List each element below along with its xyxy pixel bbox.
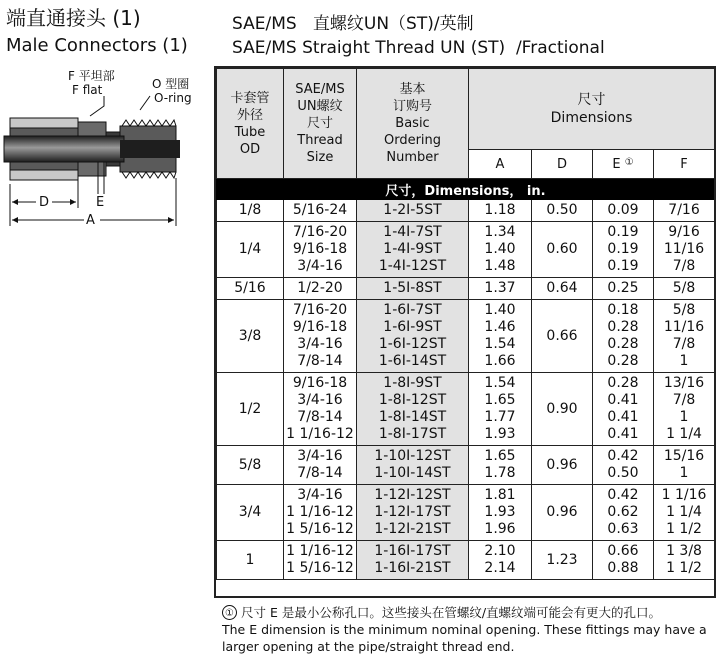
dim-a-cell-value: 1.96 bbox=[484, 521, 516, 537]
dim-e-cell-value: 0.28 bbox=[607, 353, 639, 369]
ordering-number-cell bbox=[357, 373, 469, 446]
dim-e-cell-value: 0.42 bbox=[607, 448, 639, 464]
ordering-number-cell-value: 1-16I-21ST bbox=[374, 560, 451, 576]
dim-e-cell bbox=[593, 278, 654, 300]
dim-e-cell-value: 0.62 bbox=[607, 504, 639, 520]
thread-size-cell-value: 1 5/16-12 bbox=[286, 560, 354, 576]
dim-e-cell-value: 0.66 bbox=[607, 543, 639, 559]
ordering-number-cell-value: 1-10I-14ST bbox=[374, 465, 451, 481]
thread-teeth-top bbox=[122, 120, 176, 126]
thread-size-cell-value: 9/16-18 bbox=[292, 241, 348, 257]
dim-d-cell: 0.50 bbox=[532, 200, 593, 222]
f-flat-zh-label: F 平坦部 bbox=[68, 69, 115, 83]
dim-f-cell bbox=[654, 485, 715, 541]
thread-size-cell bbox=[284, 222, 357, 278]
d-label: D bbox=[39, 195, 50, 210]
thread-size-cell bbox=[284, 300, 357, 373]
dim-f-cell-value: 1 1/16 bbox=[661, 487, 707, 503]
header-f: F bbox=[654, 150, 715, 179]
dim-a-cell-value: 1.40 bbox=[484, 302, 516, 318]
tube-od-cell: 1/8 bbox=[217, 200, 284, 222]
thread-size-cell bbox=[284, 446, 357, 485]
table-row-group bbox=[217, 300, 715, 373]
dim-e-cell-value: 0.28 bbox=[607, 336, 639, 352]
nut-chamfer-bottom bbox=[10, 170, 78, 180]
tube-od-cell: 1/4 bbox=[217, 222, 284, 278]
dim-e-cell-value: 0.19 bbox=[607, 224, 639, 240]
dim-f-cell bbox=[654, 200, 715, 222]
dim-a-cell-value: 1.54 bbox=[484, 375, 516, 391]
footnote-zh: 尺寸 E 是最小公称孔口。这些接头在管螺纹/直螺纹端可能会有更大的孔口。 bbox=[241, 605, 662, 620]
dim-e-cell-value: 0.50 bbox=[607, 465, 639, 481]
dim-f-cell-value: 1 bbox=[679, 353, 689, 369]
ordering-number-cell-value: 1-6I-9ST bbox=[383, 319, 442, 335]
table-row-group bbox=[217, 446, 715, 485]
thread-size-cell bbox=[284, 200, 357, 222]
dim-f-cell-value: 1 1/2 bbox=[666, 560, 702, 576]
nut-chamfer-top bbox=[10, 118, 78, 128]
ordering-number-cell-value: 1-4I-9ST bbox=[383, 241, 442, 257]
dim-e-cell-value: 0.18 bbox=[607, 302, 639, 318]
connector-diagram bbox=[0, 66, 210, 236]
dim-d-cell: 0.60 bbox=[532, 222, 593, 278]
ordering-number-cell-value: 1-12I-21ST bbox=[374, 521, 451, 537]
table-row-group bbox=[217, 485, 715, 541]
ordering-number-cell-value: 1-12I-12ST bbox=[374, 487, 451, 503]
dim-f-cell-value: 7/8 bbox=[672, 392, 696, 408]
dim-e-cell bbox=[593, 485, 654, 541]
table-row bbox=[217, 541, 715, 580]
table-row bbox=[217, 222, 715, 278]
ordering-number-cell-value: 1-8I-9ST bbox=[383, 375, 442, 391]
table-row bbox=[217, 373, 715, 446]
subtitle-line1: SAE/MS 直螺纹UN（ST)/英制 bbox=[232, 14, 474, 34]
ordering-number-cell-value: 1-12I-17ST bbox=[374, 504, 451, 520]
dim-a-cell bbox=[469, 541, 532, 580]
dim-f-cell-value: 1 1/2 bbox=[666, 521, 702, 537]
header-tube-od: 卡套管 外径 Tube OD bbox=[217, 69, 284, 179]
dim-a-cell-value: 1.46 bbox=[484, 319, 516, 335]
dim-e-cell-value: 0.63 bbox=[607, 521, 639, 537]
thread-size-cell-value: 1 1/16-12 bbox=[286, 426, 354, 442]
dim-f-cell-value: 9/16 bbox=[668, 224, 700, 240]
dim-a-cell-value: 1.93 bbox=[484, 426, 516, 442]
oring-zh-label: O 型圈 bbox=[152, 77, 190, 91]
ordering-number-cell-value: 1-4I-7ST bbox=[383, 224, 442, 240]
thread-size-cell-value: 9/16-18 bbox=[292, 375, 348, 391]
dim-d-cell: 0.96 bbox=[532, 446, 593, 485]
dim-f-cell-value: 1 1/4 bbox=[666, 504, 702, 520]
dim-d-cell: 0.66 bbox=[532, 300, 593, 373]
dim-e-cell-value: 0.19 bbox=[607, 258, 639, 274]
dim-e-cell bbox=[593, 222, 654, 278]
dim-d-cell: 0.90 bbox=[532, 373, 593, 446]
dim-a-cell-value: 1.40 bbox=[484, 241, 516, 257]
thread-size-cell bbox=[284, 373, 357, 446]
ordering-number-cell bbox=[357, 485, 469, 541]
dim-a-cell-value: 1.18 bbox=[484, 202, 516, 218]
dim-f-cell bbox=[654, 278, 715, 300]
thread-size-cell-value: 1 5/16-12 bbox=[286, 521, 354, 537]
table-row bbox=[217, 485, 715, 541]
e-label: E bbox=[96, 195, 105, 210]
dim-a-cell-value: 1.93 bbox=[484, 504, 516, 520]
dim-a-cell-value: 2.14 bbox=[484, 560, 516, 576]
oring-en-label: O-ring bbox=[154, 91, 192, 105]
dim-e-cell-value: 0.41 bbox=[607, 392, 639, 408]
table-row bbox=[217, 278, 715, 300]
tube-od-cell: 1 bbox=[217, 541, 284, 580]
tube-od-cell: 5/8 bbox=[217, 446, 284, 485]
ordering-number-cell bbox=[357, 446, 469, 485]
title-zh: 端直通接头 (1) bbox=[6, 6, 141, 30]
dim-e-cell-value: 0.41 bbox=[607, 409, 639, 425]
dim-a-cell-value: 2.10 bbox=[484, 543, 516, 559]
dim-a-cell-value: 1.78 bbox=[484, 465, 516, 481]
tube bbox=[4, 136, 124, 162]
thread-size-cell-value: 1/2-20 bbox=[297, 280, 343, 296]
footnote bbox=[222, 604, 716, 655]
dim-d-cell: 0.64 bbox=[532, 278, 593, 300]
dim-f-cell bbox=[654, 373, 715, 446]
dim-e-cell-value: 0.28 bbox=[607, 375, 639, 391]
dim-e-cell bbox=[593, 373, 654, 446]
tube-od-cell: 3/8 bbox=[217, 300, 284, 373]
dim-a-cell bbox=[469, 300, 532, 373]
dim-e-cell-value: 0.19 bbox=[607, 241, 639, 257]
dim-f-cell-value: 7/8 bbox=[672, 336, 696, 352]
dim-e-cell-value: 0.28 bbox=[607, 319, 639, 335]
ordering-number-cell-value: 1-2I-5ST bbox=[383, 202, 442, 218]
dim-d-cell: 0.96 bbox=[532, 485, 593, 541]
header-dimensions: 尺寸 Dimensions bbox=[469, 69, 715, 150]
dim-f-cell-value: 7/8 bbox=[672, 258, 696, 274]
dim-f-cell-value: 1 bbox=[679, 409, 689, 425]
thread-size-cell bbox=[284, 541, 357, 580]
a-label: A bbox=[86, 213, 95, 228]
dim-d-cell: 1.23 bbox=[532, 541, 593, 580]
thread-size-cell-value: 1 1/16-12 bbox=[286, 504, 354, 520]
header-ordering-number: 基本 订购号 Basic Ordering Number bbox=[357, 69, 469, 179]
dim-f-cell bbox=[654, 541, 715, 580]
thread-size-cell-value: 3/4-16 bbox=[297, 336, 343, 352]
dim-a-cell-value: 1.65 bbox=[484, 392, 516, 408]
page-title bbox=[6, 6, 188, 58]
dim-e-cell-value: 0.42 bbox=[607, 487, 639, 503]
footnote-mark: ① bbox=[222, 605, 237, 620]
dim-e-cell-value: 0.88 bbox=[607, 560, 639, 576]
ordering-number-cell-value: 1-4I-12ST bbox=[378, 258, 447, 274]
subtitle bbox=[232, 12, 605, 60]
dim-e-cell-value: 0.09 bbox=[607, 202, 639, 218]
subtitle-line2: SAE/MS Straight Thread UN (ST) /Fractional bbox=[232, 38, 605, 58]
e-footnote-mark: ① bbox=[624, 156, 634, 168]
ordering-number-cell-value: 1-6I-12ST bbox=[378, 336, 447, 352]
table-row bbox=[217, 300, 715, 373]
thread-size-cell-value: 1 1/16-12 bbox=[286, 543, 354, 559]
dim-f-cell-value: 1 1/4 bbox=[666, 426, 702, 442]
ordering-number-cell bbox=[357, 222, 469, 278]
dim-a-cell bbox=[469, 278, 532, 300]
dim-a-cell bbox=[469, 485, 532, 541]
ordering-number-cell-value: 1-8I-14ST bbox=[378, 409, 447, 425]
thread-size-cell-value: 7/16-20 bbox=[292, 224, 348, 240]
thread-size-cell-value: 9/16-18 bbox=[292, 319, 348, 335]
f-flat-en-label: F flat bbox=[72, 83, 103, 97]
dim-a-cell-value: 1.77 bbox=[484, 409, 516, 425]
header-thread-size: SAE/MS UN螺纹 尺寸 Thread Size bbox=[284, 69, 357, 179]
dim-a-cell-value: 1.54 bbox=[484, 336, 516, 352]
dim-a-cell bbox=[469, 222, 532, 278]
table-row bbox=[217, 200, 715, 222]
dimensions-table bbox=[214, 66, 716, 598]
dim-f-cell-value: 7/16 bbox=[668, 202, 700, 218]
header-e: E ① bbox=[593, 150, 654, 179]
dim-f-cell bbox=[654, 222, 715, 278]
thread-size-cell-value: 3/4-16 bbox=[297, 392, 343, 408]
dim-f-cell-value: 15/16 bbox=[663, 448, 705, 464]
dim-f-cell-value: 11/16 bbox=[663, 241, 705, 257]
dim-f-cell-value: 5/8 bbox=[672, 280, 696, 296]
thread-size-cell-value: 7/8-14 bbox=[297, 409, 343, 425]
dim-a-cell-value: 1.48 bbox=[484, 258, 516, 274]
thread-size-cell bbox=[284, 278, 357, 300]
dim-f-cell-value: 11/16 bbox=[663, 319, 705, 335]
thread-size-cell-value: 5/16-24 bbox=[292, 202, 348, 218]
ordering-number-cell bbox=[357, 541, 469, 580]
tube-od-cell: 5/16 bbox=[217, 278, 284, 300]
tube-od-cell: 3/4 bbox=[217, 485, 284, 541]
table-row-group bbox=[217, 541, 715, 580]
dim-a-cell bbox=[469, 200, 532, 222]
thread-size-cell-value: 3/4-16 bbox=[297, 258, 343, 274]
dim-e-cell bbox=[593, 541, 654, 580]
thread-size-cell-value: 7/8-14 bbox=[297, 465, 343, 481]
dim-a-cell bbox=[469, 446, 532, 485]
ordering-number-cell bbox=[357, 200, 469, 222]
f-flat-leader bbox=[90, 96, 104, 116]
ordering-number-cell-value: 1-8I-17ST bbox=[378, 426, 447, 442]
dim-e-cell bbox=[593, 446, 654, 485]
dim-f-cell-value: 1 3/8 bbox=[666, 543, 702, 559]
header-d: D bbox=[532, 150, 593, 179]
dim-e-cell bbox=[593, 300, 654, 373]
bore bbox=[120, 140, 180, 158]
unit-bar: 尺寸，Dimensions， in. bbox=[217, 179, 715, 200]
dim-f-cell bbox=[654, 300, 715, 373]
title-en: Male Connectors (1) bbox=[6, 35, 188, 56]
dim-f-cell-value: 5/8 bbox=[672, 302, 696, 318]
ordering-number-cell-value: 1-16I-17ST bbox=[374, 543, 451, 559]
ordering-number-cell-value: 1-8I-12ST bbox=[378, 392, 447, 408]
thread-teeth-bottom bbox=[122, 172, 176, 178]
dim-e-cell bbox=[593, 200, 654, 222]
ordering-number-cell-value: 1-6I-14ST bbox=[378, 353, 447, 369]
table-row-group bbox=[217, 278, 715, 300]
thread-size-cell-value: 7/8-14 bbox=[297, 353, 343, 369]
ordering-number-cell-value: 1-5I-8ST bbox=[383, 280, 442, 296]
dim-f-cell bbox=[654, 446, 715, 485]
table-row-group bbox=[217, 222, 715, 278]
dim-a-cell-value: 1.37 bbox=[484, 280, 516, 296]
tube-od-cell: 1/2 bbox=[217, 373, 284, 446]
table-row-group bbox=[217, 200, 715, 222]
dim-e-cell-value: 0.41 bbox=[607, 426, 639, 442]
header-a: A bbox=[469, 150, 532, 179]
dim-f-cell-value: 1 bbox=[679, 465, 689, 481]
ordering-number-cell-value: 1-10I-12ST bbox=[374, 448, 451, 464]
ordering-number-cell bbox=[357, 278, 469, 300]
thread-size-cell-value: 3/4-16 bbox=[297, 487, 343, 503]
ordering-number-cell bbox=[357, 300, 469, 373]
thread-size-cell-value: 3/4-16 bbox=[297, 448, 343, 464]
oring-leader bbox=[140, 96, 150, 110]
footnote-en: The E dimension is the minimum nominal opening. These fittings may have a larger opening at the pipe/straight thread end. bbox=[222, 622, 707, 654]
table-row bbox=[217, 446, 715, 485]
thread-size-cell-value: 7/16-20 bbox=[292, 302, 348, 318]
dim-a-cell bbox=[469, 373, 532, 446]
dim-a-cell-value: 1.66 bbox=[484, 353, 516, 369]
dim-a-cell-value: 1.81 bbox=[484, 487, 516, 503]
table-row-group bbox=[217, 373, 715, 446]
ordering-number-cell-value: 1-6I-7ST bbox=[383, 302, 442, 318]
dim-a-cell-value: 1.65 bbox=[484, 448, 516, 464]
dim-a-cell-value: 1.34 bbox=[484, 224, 516, 240]
dim-e-cell-value: 0.25 bbox=[607, 280, 639, 296]
dim-f-cell-value: 13/16 bbox=[663, 375, 705, 391]
thread-size-cell bbox=[284, 485, 357, 541]
